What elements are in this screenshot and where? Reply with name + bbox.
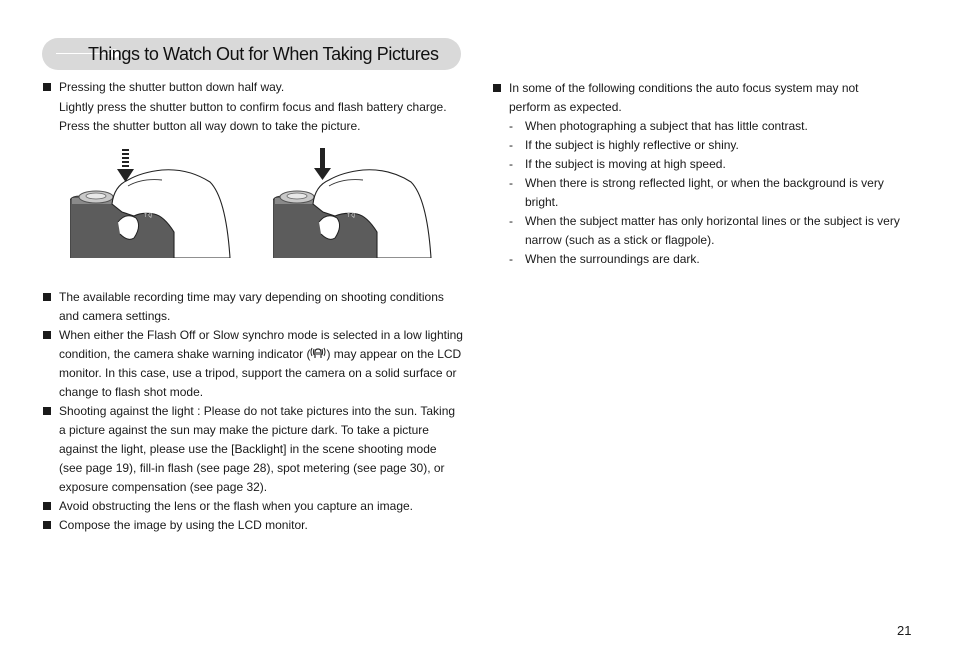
- shutter-full-press-illustration: [273, 146, 437, 258]
- page-title: Things to Watch Out for When Taking Pictures: [88, 44, 439, 64]
- bullet-icon: [43, 331, 51, 339]
- note-recording-time: The available recording time may vary depending on shooting conditions and camera settings.: [59, 290, 444, 323]
- bullet-icon: [493, 84, 501, 92]
- list-item: - When there is strong reflected light, or when the background is very bright.: [509, 176, 884, 209]
- autofocus-intro-item: [493, 79, 903, 117]
- list-item: [43, 402, 463, 497]
- autofocus-section: [493, 79, 903, 269]
- autofocus-conditions: [493, 117, 903, 269]
- shutter-line-1: Lightly press the shutter button to confirm focus and flash battery charge.: [59, 100, 447, 114]
- list-item: - When photographing a subject that has little contrast.: [509, 119, 808, 133]
- bullet-icon: [43, 293, 51, 301]
- condition-text: When the subject matter has only horizontal lines or the subject is very narrow (such as a stick or flagpole).: [525, 214, 900, 247]
- shutter-heading: Pressing the shutter button down half way.: [59, 80, 285, 94]
- note-obstruct-lens: Avoid obstructing the lens or the flash when you capture an image.: [59, 499, 413, 513]
- svg-text:T Q: T Q: [144, 213, 153, 219]
- page-number: 21: [897, 623, 912, 638]
- solid-arrow-icon: [314, 148, 331, 180]
- bullet-icon: [43, 502, 51, 510]
- list-item: - If the subject is highly reflective or shiny.: [509, 138, 739, 152]
- list-item: - If the subject is moving at high speed.: [509, 157, 726, 171]
- list-item: - When the surroundings are dark.: [509, 252, 700, 266]
- title-bar: [42, 38, 461, 70]
- note-camera-shake-post: ) may appear on the LCD monitor. In this case, use a tripod, support the camera on a solid surface or change to flash shot mode.: [59, 347, 462, 399]
- bullet-icon: [43, 407, 51, 415]
- list-item: [43, 497, 463, 516]
- dashed-arrow-icon: [117, 149, 134, 182]
- condition-text: When there is strong reflected light, or when the background is very bright.: [525, 176, 884, 209]
- autofocus-intro: In some of the following conditions the auto focus system may not perform as expected.: [509, 81, 859, 114]
- shutter-heading-item: [43, 78, 463, 97]
- list-item: [43, 326, 463, 402]
- shutter-half-press-illustration: [70, 146, 234, 258]
- condition-text: If the subject is moving at high speed.: [525, 157, 726, 171]
- notes-list: [43, 288, 463, 535]
- bullet-icon: [43, 83, 51, 91]
- list-item: [43, 288, 463, 326]
- note-backlight: Shooting against the light : Please do not take pictures into the sun. Taking a picture against the sun may make the picture dark. To take a picture against the light, please use the [Backlight] in the scene shooting mode (see page 19), fill-in flash (see page 28), spot metering (see page 30), or exposure compensation (see page 32).: [59, 404, 456, 494]
- bullet-icon: [43, 521, 51, 529]
- note-compose-lcd: Compose the image by using the LCD monitor.: [59, 518, 308, 532]
- list-item: [43, 516, 463, 535]
- camera-shake-icon: [310, 346, 326, 360]
- condition-text: When photographing a subject that has little contrast.: [525, 119, 808, 133]
- condition-text: When the surroundings are dark.: [525, 252, 700, 266]
- list-item: - When the subject matter has only horizontal lines or the subject is very narrow (such as a stick or flagpole).: [509, 214, 900, 247]
- shutter-line-2: Press the shutter button all way down to take the picture.: [59, 119, 361, 133]
- svg-text:T Q: T Q: [347, 213, 356, 219]
- condition-text: If the subject is highly reflective or shiny.: [525, 138, 739, 152]
- note-camera-shake-pre: When either the Flash Off or Slow synchro mode is selected in a low lighting condition, the camera shake warning indicator (: [59, 328, 463, 361]
- shutter-section: [43, 78, 463, 136]
